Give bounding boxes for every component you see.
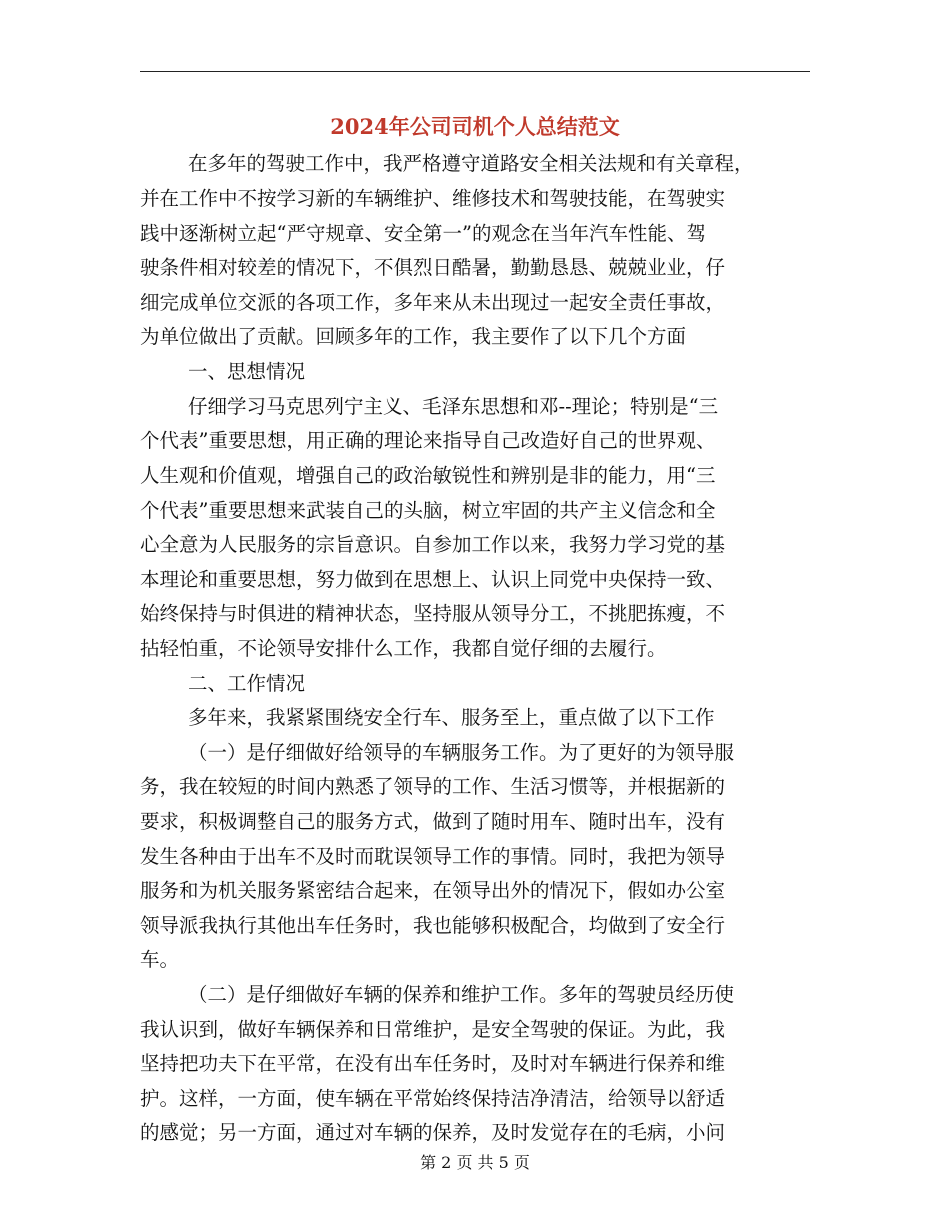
text-line: 要求，积极调整自己的服务方式，做到了随时用车、随时出车，没有 — [140, 810, 726, 833]
text-line: 拈轻怕重，不论领导安排什么工作，我都自觉仔细的去履行。 — [140, 637, 667, 660]
section-heading: 一、思想情况 — [188, 360, 306, 383]
text-line: 我认识到，做好车辆保养和日常维护，是安全驾驶的保证。为此，我 — [140, 1018, 726, 1041]
text-line: 本理论和重要思想，努力做到在思想上、认识上同党中央保持一致、 — [140, 568, 726, 591]
header-rule — [140, 71, 810, 72]
text-line: 多年来，我紧紧围绕安全行车、服务至上，重点做了以下工作 — [188, 706, 715, 729]
text-line: 车。 — [140, 948, 180, 971]
text-line: 个代表”重要思想，用正确的理论来指导自己改造好自己的世界观、 — [140, 429, 716, 452]
text-line: 领导派我执行其他出车任务时，我也能够积极配合，均做到了安全行 — [140, 914, 726, 937]
text-line: 践中逐渐树立起“严守规章、安全第一”的观念在当年汽车性能、驾 — [140, 222, 706, 245]
text-line: 在多年的驾驶工作中，我严格遵守道路安全相关法规和有关章程， — [188, 152, 754, 175]
text-line: （二）是仔细做好车辆的保养和维护工作。多年的驾驶员经历使 — [188, 983, 735, 1006]
text-line: 的感觉；另一方面，通过对车辆的保养，及时发觉存在的毛病，小问 — [140, 1121, 726, 1144]
section-heading: 二、工作情况 — [188, 672, 306, 695]
text-line: 驶条件相对较差的情况下，不俱烈日酷暑，勤勤恳恳、兢兢业业，仔 — [140, 256, 726, 279]
text-line: （一）是仔细做好给领导的车辆服务工作。为了更好的为领导服 — [188, 741, 735, 764]
page-footer: 第 2 页 共 5 页 — [420, 1153, 530, 1172]
text-line: 护。这样，一方面，使车辆在平常始终保持洁净清洁，给领导以舒适 — [140, 1087, 726, 1110]
text-line: 发生各种由于出车不及时而耽误领导工作的事情。同时，我把为领导 — [140, 845, 726, 868]
text-line: 心全意为人民服务的宗旨意识。自参加工作以来，我努力学习党的基 — [140, 533, 726, 556]
text-line: 个代表”重要思想来武装自己的头脑，树立牢固的共产主义信念和全 — [140, 499, 716, 522]
text-line: 并在工作中不按学习新的车辆维护、维修技术和驾驶技能，在驾驶实 — [140, 187, 726, 210]
text-line: 为单位做出了贡献。回顾多年的工作，我主要作了以下几个方面 — [140, 325, 687, 348]
document-title: 2024年公司司机个人总结范文 — [330, 114, 620, 139]
text-line: 人生观和价值观，增强自己的政治敏锐性和辨别是非的能力，用“三 — [140, 464, 716, 487]
text-line: 始终保持与时俱进的精神状态，坚持服从领导分工，不挑肥拣瘦，不 — [140, 602, 726, 625]
text-line: 细完成单位交派的各项工作，多年来从未出现过一起安全责任事故， — [140, 291, 726, 314]
text-line: 仔细学习马克思列宁主义、毛泽东思想和邓--理论；特别是“三 — [188, 395, 719, 418]
text-line: 坚持把功夫下在平常，在没有出车任务时，及时对车辆进行保养和维 — [140, 1052, 726, 1075]
text-line: 服务和为机关服务紧密结合起来，在领导出外的情况下，假如办公室 — [140, 879, 726, 902]
text-line: 务，我在较短的时间内熟悉了领导的工作、生活习惯等，并根据新的 — [140, 775, 726, 798]
